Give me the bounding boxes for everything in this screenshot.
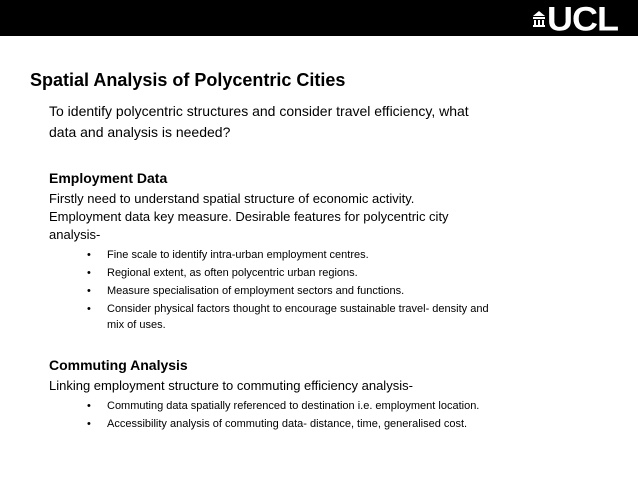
list-item-text: Regional extent, as often polycentric urban regions.: [107, 267, 358, 279]
list-item-text: Measure specialisation of employment sectors and functions.: [107, 285, 405, 297]
list-item: [49, 247, 497, 263]
header-bar: [0, 0, 638, 39]
bullet-glyph: •: [87, 303, 91, 315]
intro-text: To identify polycentric structures and consider travel efficiency, what data and analysis is needed?: [49, 103, 469, 140]
bullet-list-employment: [49, 247, 609, 333]
ucl-portico-icon: [533, 11, 545, 27]
bullet-list-commuting: [49, 398, 609, 432]
list-item: [49, 416, 497, 432]
ucl-logo: [533, 0, 618, 39]
bullet-glyph: •: [87, 285, 91, 297]
logo-text: UCL: [547, 0, 618, 39]
list-item: [49, 301, 497, 333]
list-item-text: Commuting data spatially referenced to destination i.e. employment location.: [107, 400, 480, 412]
slide-title: Spatial Analysis of Polycentric Cities: [30, 70, 346, 90]
section-heading-employment: Employment Data: [49, 170, 168, 186]
list-item-text: Consider physical factors thought to encourage sustainable travel- density and mix of uses.: [107, 303, 489, 331]
list-item: [49, 265, 497, 281]
section-text-commuting: Linking employment structure to commuting efficiency analysis-: [49, 378, 413, 393]
bullet-glyph: •: [87, 418, 91, 430]
list-item: [49, 283, 497, 299]
bullet-glyph: •: [87, 267, 91, 279]
bullet-glyph: •: [87, 249, 91, 261]
list-item: [49, 398, 497, 414]
section-heading-commuting: Commuting Analysis: [49, 357, 188, 373]
bullet-glyph: •: [87, 400, 91, 412]
list-item-text: Fine scale to identify intra-urban employment centres.: [107, 249, 369, 261]
section-text-employment: Firstly need to understand spatial structure of economic activity. Employment data key measure. Desirable features for polycentric city analysis-: [49, 191, 449, 242]
list-item-text: Accessibility analysis of commuting data- distance, time, generalised cost.: [107, 418, 468, 430]
slide-content: [49, 101, 609, 434]
